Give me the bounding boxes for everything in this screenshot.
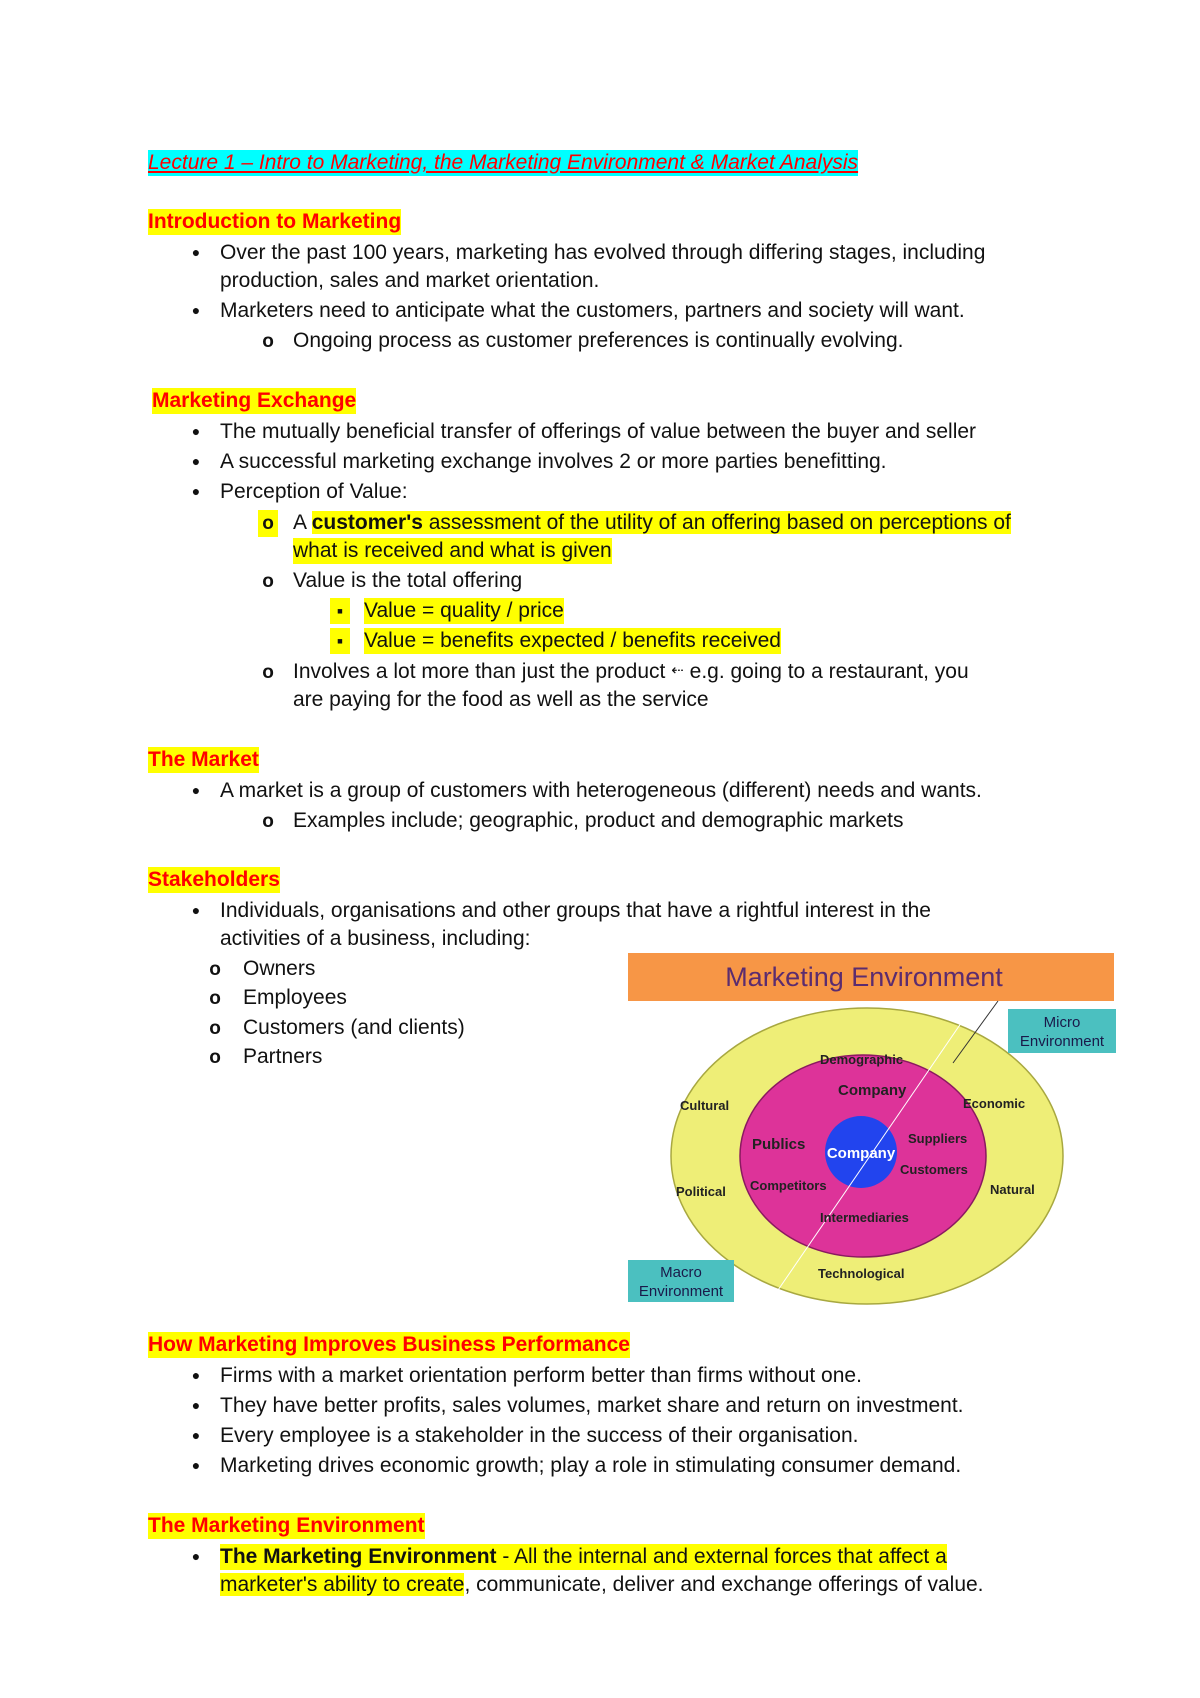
bullet-disc: [186, 419, 206, 446]
outer-label: Technological: [818, 1266, 905, 1281]
inner-label: Competitors: [750, 1178, 827, 1193]
heading-marketing-exchange: Marketing Exchange: [152, 389, 357, 412]
micro-label-line-1: Micro: [1043, 1014, 1081, 1031]
outer-label: Natural: [990, 1182, 1035, 1197]
heading-introduction: Introduction to Marketing: [148, 210, 402, 233]
market-bullet-1: A market is a group of customers with heterogeneous (different) needs and wants.: [220, 779, 982, 802]
performance-bullet-1: Firms with a market orientation perform better than firms without one.: [220, 1364, 862, 1387]
environment-definition-rest: , communicate, deliver and exchange offerings of value.: [464, 1573, 984, 1596]
bullet-disc: [186, 1544, 206, 1571]
intro-sub-bullet: Ongoing process as customer preferences is continually evolving.: [293, 329, 904, 352]
inner-label: Customers: [900, 1162, 968, 1177]
bullet-circle: [258, 328, 278, 355]
perception-rest: assessment of the utility of an offering based on perceptions of: [422, 511, 1011, 534]
bullet-disc: [186, 898, 206, 925]
outer-label: Demographic: [820, 1052, 904, 1067]
bullet-circle: [205, 1044, 225, 1071]
exchange-bullet-3: Perception of Value:: [220, 480, 408, 503]
performance-bullet-2: They have better profits, sales volumes, market share and return on investment.: [220, 1394, 964, 1417]
value-total-offering: Value is the total offering: [293, 569, 523, 592]
diagram-title: Marketing Environment: [725, 962, 1003, 992]
intro-bullet-1-line-2: production, sales and market orientation.: [220, 269, 600, 292]
inner-label: Suppliers: [908, 1131, 968, 1146]
outer-label: Economic: [963, 1096, 1026, 1111]
outer-label: Cultural: [680, 1098, 730, 1113]
stakeholder-item: Partners: [243, 1045, 323, 1068]
bullet-square: [330, 598, 350, 624]
bullet-disc: [186, 240, 206, 267]
bullet-disc: [186, 1393, 206, 1420]
bullet-circle: [205, 1015, 225, 1042]
intro-bullet-1-line-1: Over the past 100 years, marketing has evolved through differing stages, including: [220, 241, 986, 264]
perception-definition-line-1: [293, 510, 1011, 536]
bullet-circle: [258, 808, 278, 835]
perception-bold-term: customer's: [311, 511, 423, 534]
diagram-svg: [628, 953, 1118, 1305]
stakeholder-item: Customers (and clients): [243, 1016, 465, 1039]
macro-label-line-2: Environment: [638, 1283, 724, 1300]
stakeholders-bullet-line-1: Individuals, organisations and other groups that have a rightful interest in the: [220, 899, 931, 922]
involves-text: Involves a lot more than just the product: [293, 660, 666, 683]
involves-example: e.g. going to a restaurant, you: [689, 660, 969, 683]
bullet-disc: [186, 449, 206, 476]
bullet-square: [330, 628, 350, 654]
bullet-disc: [186, 479, 206, 506]
inner-label: Publics: [752, 1136, 806, 1153]
exchange-bullet-1: The mutually beneficial transfer of offerings of value between the buyer and seller: [220, 420, 977, 443]
lecture-title: Lecture 1 – Intro to Marketing, the Marketing Environment & Market Analysis: [148, 151, 859, 174]
center-label: Company: [826, 1145, 896, 1162]
bullet-disc: [186, 1453, 206, 1480]
heading-the-market: The Market: [148, 748, 259, 771]
bullet-disc: [186, 1363, 206, 1390]
bullet-circle: [205, 956, 225, 983]
perception-definition-line-2: what is received and what is given: [293, 539, 612, 562]
environment-definition-highlighted: marketer's ability to create: [220, 1573, 465, 1596]
bullet-disc: [186, 1423, 206, 1450]
micro-label-line-2: Environment: [1019, 1033, 1105, 1050]
bullet-circle: [205, 985, 225, 1012]
environment-definition: - All the internal and external forces that affect a: [496, 1545, 947, 1568]
bullet-circle: [258, 568, 278, 595]
environment-definition-line-2: [220, 1572, 984, 1598]
market-sub-bullet: Examples include; geographic, product and demographic markets: [293, 809, 904, 832]
value-involves-line-1: [293, 659, 969, 687]
outer-label: Political: [676, 1184, 726, 1199]
value-formula-1: Value = quality / price: [364, 599, 564, 622]
inner-label: Intermediaries: [820, 1210, 909, 1225]
intro-bullet-2: Marketers need to anticipate what the customers, partners and society will want.: [220, 299, 965, 322]
heading-stakeholders: Stakeholders: [148, 868, 280, 891]
environment-term: The Marketing Environment: [220, 1545, 497, 1568]
stakeholder-item: Owners: [243, 957, 316, 980]
bullet-circle: [258, 659, 278, 686]
heading-marketing-environment: The Marketing Environment: [148, 1514, 425, 1537]
value-formula-2: Value = benefits expected / benefits received: [364, 629, 781, 652]
environment-definition-line-1: [220, 1544, 947, 1570]
stakeholder-item: Employees: [243, 986, 347, 1009]
arrow-icon: ⇠: [671, 662, 684, 679]
performance-bullet-4: Marketing drives economic growth; play a role in stimulating consumer demand.: [220, 1454, 962, 1477]
inner-label: Company: [838, 1082, 907, 1099]
stakeholders-bullet-line-2: activities of a business, including:: [220, 927, 531, 950]
perception-prefix: A: [293, 511, 312, 534]
exchange-bullet-2: A successful marketing exchange involves 2 or more parties benefitting.: [220, 450, 887, 473]
bullet-disc: [186, 778, 206, 805]
bullet-circle: [258, 510, 278, 537]
value-involves-line-2: are paying for the food as well as the service: [293, 688, 709, 711]
marketing-environment-diagram: [628, 953, 1118, 1305]
heading-business-performance: How Marketing Improves Business Performance: [148, 1333, 630, 1356]
bullet-disc: [186, 298, 206, 325]
macro-label-line-1: Macro: [660, 1264, 702, 1281]
performance-bullet-3: Every employee is a stakeholder in the success of their organisation.: [220, 1424, 859, 1447]
